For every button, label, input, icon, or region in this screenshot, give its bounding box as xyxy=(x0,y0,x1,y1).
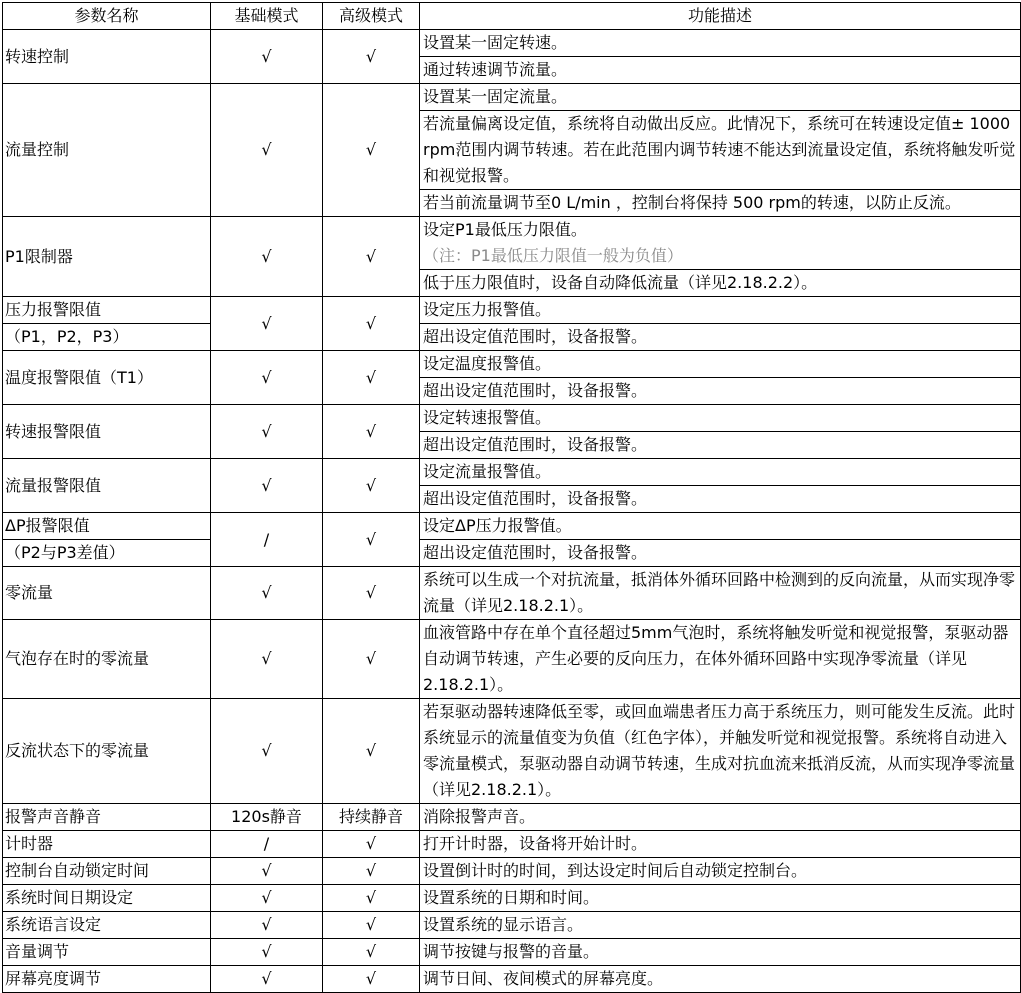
basic-mode-value: √ xyxy=(211,351,323,405)
advanced-mode-value: √ xyxy=(323,885,420,912)
advanced-mode-value: √ xyxy=(323,858,420,885)
advanced-mode-value: √ xyxy=(323,84,420,217)
advanced-mode-value: √ xyxy=(323,459,420,513)
param-name: P1限制器 xyxy=(3,217,211,297)
description-cell: 超出设定值范围时，设备报警。 xyxy=(420,324,1021,351)
table-header-row xyxy=(3,3,1021,30)
advanced-mode-value: √ xyxy=(323,405,420,459)
advanced-mode-value: √ xyxy=(323,513,420,567)
param-name: 转速报警限值 xyxy=(3,405,211,459)
description-note: （注：P1最低压力限值一般为负值） xyxy=(420,243,1021,270)
basic-mode-value: √ xyxy=(211,885,323,912)
table-row xyxy=(3,217,1021,244)
basic-mode-value: / xyxy=(211,831,323,858)
table-row xyxy=(3,912,1021,939)
table-row xyxy=(3,620,1021,699)
basic-mode-value: √ xyxy=(211,912,323,939)
param-name: 流量控制 xyxy=(3,84,211,217)
advanced-mode-value: √ xyxy=(323,699,420,804)
param-name: 转速控制 xyxy=(3,30,211,84)
header-advanced-mode: 高级模式 xyxy=(323,3,420,30)
description-cell: 设置某一固定流量。 xyxy=(420,84,1021,111)
basic-mode-value: √ xyxy=(211,405,323,459)
param-name: 反流状态下的零流量 xyxy=(3,699,211,804)
param-name: 计时器 xyxy=(3,831,211,858)
advanced-mode-value: 持续静音 xyxy=(323,804,420,831)
basic-mode-value: √ xyxy=(211,567,323,620)
table-row xyxy=(3,84,1021,111)
basic-mode-value: √ xyxy=(211,699,323,804)
header-basic-mode: 基础模式 xyxy=(211,3,323,30)
param-name: 温度报警限值（T1） xyxy=(3,351,211,405)
description-cell: 消除报警声音。 xyxy=(420,804,1021,831)
basic-mode-value: √ xyxy=(211,30,323,84)
param-name: 流量报警限值 xyxy=(3,459,211,513)
table-row xyxy=(3,405,1021,432)
header-function-description: 功能描述 xyxy=(420,3,1021,30)
advanced-mode-value: √ xyxy=(323,297,420,351)
description-cell: 打开计时器，设备将开始计时。 xyxy=(420,831,1021,858)
description-cell: 设定转速报警值。 xyxy=(420,405,1021,432)
param-name: 零流量 xyxy=(3,567,211,620)
advanced-mode-value: √ xyxy=(323,30,420,84)
basic-mode-value: 120s静音 xyxy=(211,804,323,831)
basic-mode-value: √ xyxy=(211,966,323,993)
advanced-mode-value: √ xyxy=(323,831,420,858)
table-row xyxy=(3,297,1021,324)
param-name: 系统时间日期设定 xyxy=(3,885,211,912)
table-row xyxy=(3,939,1021,966)
param-name: 压力报警限值 xyxy=(3,297,211,324)
description-cell: 若流量偏离设定值，系统将自动做出反应。此情况下，系统可在转速设定值± 1000 rpm范围内调节转速。若在此范围内调节转速不能达到流量设定值，系统将触发听觉和视觉报警。 xyxy=(420,111,1021,190)
description-cell: 系统可以生成一个对抗流量，抵消体外循环回路中检测到的反向流量，从而实现净零流量（详见2.18.2.1）。 xyxy=(420,567,1021,620)
table-row xyxy=(3,324,1021,351)
description-cell: 调节按键与报警的音量。 xyxy=(420,939,1021,966)
description-cell: 设置系统的日期和时间。 xyxy=(420,885,1021,912)
table-row xyxy=(3,540,1021,567)
description-cell: 设定压力报警值。 xyxy=(420,297,1021,324)
description-cell: 设定ΔP压力报警值。 xyxy=(420,513,1021,540)
advanced-mode-value: √ xyxy=(323,620,420,699)
basic-mode-value: / xyxy=(211,513,323,567)
basic-mode-value: √ xyxy=(211,217,323,297)
param-name-detail: （P1，P2，P3） xyxy=(3,324,211,351)
description-cell: 低于压力限值时，设备自动降低流量（详见2.18.2.2）。 xyxy=(420,270,1021,297)
description-cell: 设置某一固定转速。 xyxy=(420,30,1021,57)
table-row xyxy=(3,699,1021,804)
table-row xyxy=(3,804,1021,831)
basic-mode-value: √ xyxy=(211,297,323,351)
description-cell: 设定P1最低压力限值。 xyxy=(420,217,1021,244)
basic-mode-value: √ xyxy=(211,459,323,513)
table-row xyxy=(3,831,1021,858)
param-name: 屏幕亮度调节 xyxy=(3,966,211,993)
param-name: 音量调节 xyxy=(3,939,211,966)
description-cell: 超出设定值范围时，设备报警。 xyxy=(420,540,1021,567)
basic-mode-value: √ xyxy=(211,939,323,966)
description-cell: 若泵驱动器转速降低至零，或回血端患者压力高于系统压力，则可能发生反流。此时系统显示的流量值变为负值（红色字体），并触发听觉和视觉报警。系统将自动进入零流量模式，泵驱动器自动调节转速，生成对抗血流来抵消反流，从而实现净零流量（详见2.18.2.1）。 xyxy=(420,699,1021,804)
advanced-mode-value: √ xyxy=(323,912,420,939)
table-row xyxy=(3,351,1021,378)
header-parameter-name: 参数名称 xyxy=(3,3,211,30)
param-name-detail: （P2与P3差值） xyxy=(3,540,211,567)
parameter-table xyxy=(2,2,1021,993)
param-name: ΔP报警限值 xyxy=(3,513,211,540)
table-row xyxy=(3,513,1021,540)
description-cell: 超出设定值范围时，设备报警。 xyxy=(420,486,1021,513)
basic-mode-value: √ xyxy=(211,858,323,885)
table-row xyxy=(3,858,1021,885)
description-cell: 设定流量报警值。 xyxy=(420,459,1021,486)
table-row xyxy=(3,885,1021,912)
description-cell: 血液管路中存在单个直径超过5mm气泡时，系统将触发听觉和视觉报警，泵驱动器自动调节转速，产生必要的反向压力，在体外循环回路中实现净零流量（详见2.18.2.1）。 xyxy=(420,620,1021,699)
table-row xyxy=(3,459,1021,486)
param-name: 控制台自动锁定时间 xyxy=(3,858,211,885)
table-row xyxy=(3,966,1021,993)
description-cell: 设定温度报警值。 xyxy=(420,351,1021,378)
advanced-mode-value: √ xyxy=(323,939,420,966)
table-row xyxy=(3,567,1021,620)
description-cell: 调节日间、夜间模式的屏幕亮度。 xyxy=(420,966,1021,993)
description-cell: 超出设定值范围时，设备报警。 xyxy=(420,378,1021,405)
advanced-mode-value: √ xyxy=(323,966,420,993)
basic-mode-value: √ xyxy=(211,84,323,217)
description-cell: 超出设定值范围时，设备报警。 xyxy=(420,432,1021,459)
advanced-mode-value: √ xyxy=(323,217,420,297)
basic-mode-value: √ xyxy=(211,620,323,699)
param-name: 气泡存在时的零流量 xyxy=(3,620,211,699)
advanced-mode-value: √ xyxy=(323,567,420,620)
advanced-mode-value: √ xyxy=(323,351,420,405)
description-cell: 通过转速调节流量。 xyxy=(420,57,1021,84)
description-cell: 若当前流量调节至0 L/min ，控制台将保持 500 rpm的转速，以防止反流。 xyxy=(420,190,1021,217)
description-cell: 设置倒计时的时间，到达设定时间后自动锁定控制台。 xyxy=(420,858,1021,885)
description-cell: 设置系统的显示语言。 xyxy=(420,912,1021,939)
param-name: 系统语言设定 xyxy=(3,912,211,939)
param-name: 报警声音静音 xyxy=(3,804,211,831)
table-row xyxy=(3,30,1021,57)
